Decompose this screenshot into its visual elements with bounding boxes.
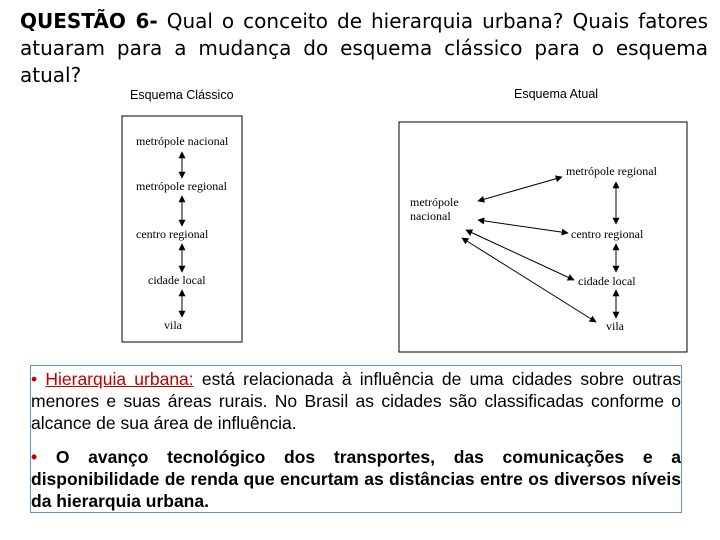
bullet-2-marker: • xyxy=(31,447,38,467)
current-center-label-line1: metrópole xyxy=(410,195,459,209)
current-level-vila: vila xyxy=(606,319,624,333)
current-schema-panel xyxy=(399,122,687,352)
current-level-metropole-regional: metrópole regional xyxy=(566,164,657,178)
current-schema-title: Esquema Atual xyxy=(514,87,599,101)
classic-level-centro-regional: centro regional xyxy=(136,227,209,241)
answer-box xyxy=(30,365,682,513)
bullet-2-text: O avanço tecnológico dos transportes, das comunicações e a disponibilidade de renda que encurtam as distâncias entre os diversos níveis da hierarquia urbana. xyxy=(31,447,681,511)
answer-bullet-1 xyxy=(31,368,681,434)
answer-bullet-2 xyxy=(31,446,681,512)
bullet-1-term: Hierarquia urbana: xyxy=(45,369,194,389)
classic-level-cidade-local: cidade local xyxy=(148,273,206,287)
current-center-label-line2: nacional xyxy=(410,209,451,223)
question-body: Qual o conceito de hierarquia urbana? Quais fatores atuaram para a mudança do esquema clássico para o esquema atual? xyxy=(20,9,708,87)
current-level-cidade-local: cidade local xyxy=(578,274,636,288)
bullet-1-marker: • xyxy=(31,369,38,389)
classic-level-metropole-regional: metrópole regional xyxy=(136,179,227,193)
question-label: QUESTÃO 6- xyxy=(20,9,158,33)
classic-schema-title: Esquema Clássico xyxy=(130,88,234,102)
classic-level-metropole-nacional: metrópole nacional xyxy=(136,134,229,148)
bullet-1-text: está relacionada à influência de uma cidades sobre outras menores e suas áreas rurais. No Brasil as cidades são classificadas conforme o alcance de sua área de influência. xyxy=(31,369,681,433)
classic-level-vila: vila xyxy=(164,318,182,332)
current-level-centro-regional: centro regional xyxy=(571,227,644,241)
